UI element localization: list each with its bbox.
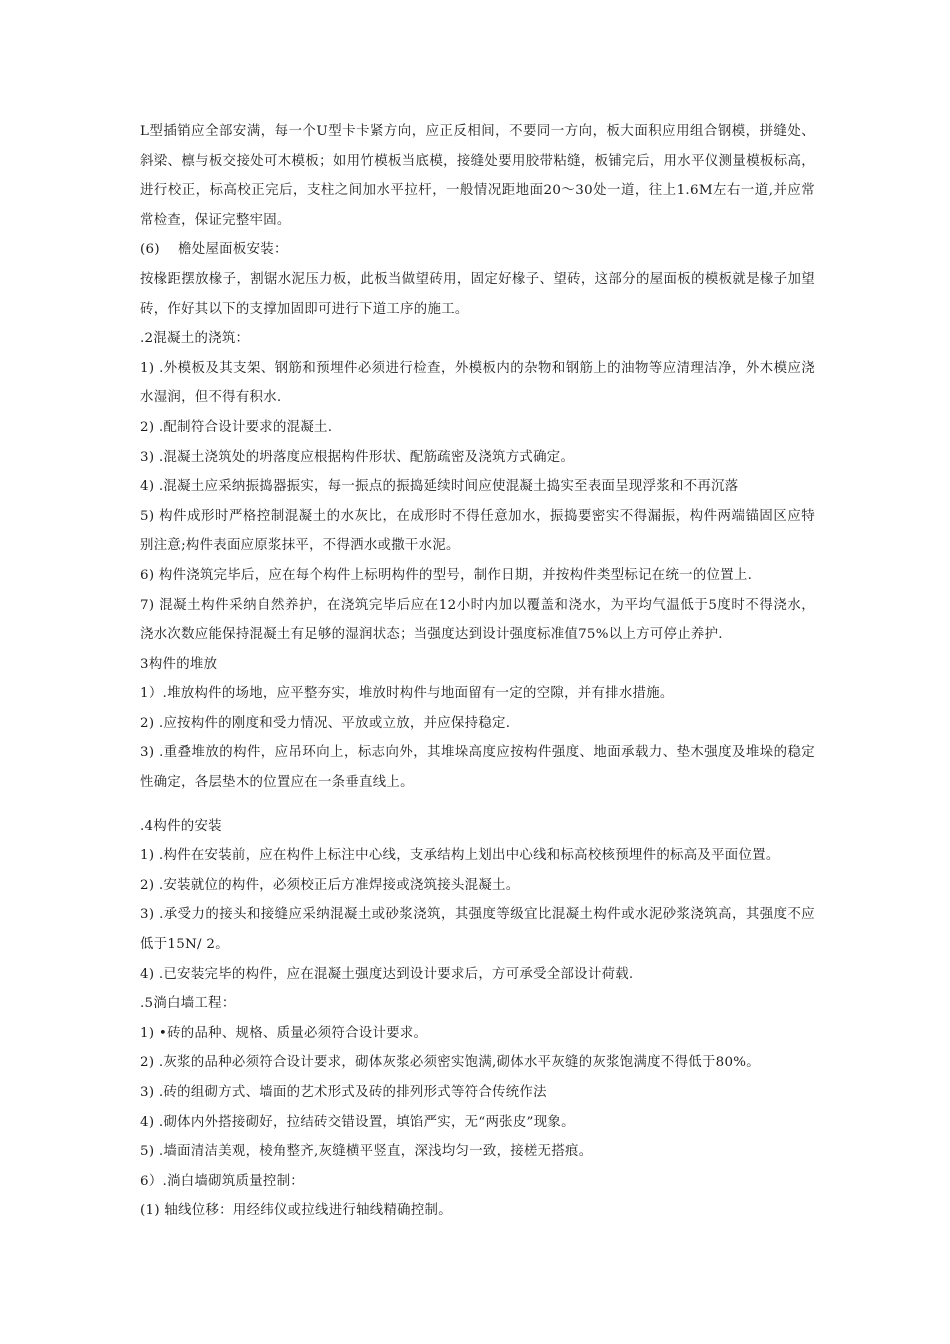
list-item: 1) •砖的品种、规格、质量必须符合设计要求。 [140,1025,428,1041]
heading-component-stacking: 3构件的堆放 [140,656,218,672]
list-item: 2) .安装就位的构件，必须校正后方准焊接或浇筑接头混凝土。 [140,877,520,893]
list-item: 3) .承受力的接头和接缝应采纳混凝土或砂浆浇筑，其强度等级宜比混凝土构件或水泥砂浆浇筑高，其强度不应低于15N/ 2。 [140,907,815,953]
list-item: 3) .砖的组砌方式、墙面的艺术形式及砖的排列形式等符合传统作法 [140,1085,547,1100]
list-item: 1) .外模板及其支架、钢筋和预埋件必须进行检查，外模板内的杂物和钢筋上的油物等应清理洁净，外木模应浇水湿润，但不得有积水. [140,360,815,406]
list-item: 2) .灰浆的品种必须符合设计要求，砌体灰浆必须密实饱满,砌体水平灰缝的灰浆饱满度不得低于80%。 [140,1055,760,1071]
list-item: 2) .应按构件的刚度和受力情况、平放或立放，并应保持稳定. [140,715,511,731]
list-item: 4) .砌体内外搭接砌好，拉结砖交错设置，填馅严实，无“两张皮”现象。 [140,1114,575,1130]
heading-plastered-wall: .5淌白墙工程： [140,996,236,1012]
heading-component-installation: .4构件的安装 [140,818,222,834]
list-item: (1) 轴线位移：用经纬仪或拉线进行轴线精确控制。 [140,1203,452,1219]
list-item: 6) 构件浇筑完毕后，应在每个构件上标明构件的型号，制作日期，并按构件类型标记在统一的位置上. [140,567,753,583]
list-item: 5) .墙面清洁美观，棱角整齐,灰缝横平竖直，深浅均匀一致，接槎无搭痕。 [140,1144,593,1160]
heading-eave-roof-slab: (6) 檐处屋面板安装： [140,242,288,258]
list-item: 1）.堆放构件的场地，应平整夯实，堆放时构件与地面留有一定的空隙，并有排水措施。 [140,686,674,702]
list-item: 1) .构件在安装前，应在构件上标注中心线，支承结构上划出中心线和标高校核预埋件的标高及平面位置。 [140,848,780,864]
paragraph-spacer [140,798,815,812]
list-item: 4) .混凝土应采纳振捣器振实，每一振点的振捣延续时间应使混凝土捣实至表面呈现浮浆和不再沉落 [140,479,739,495]
heading-concrete-pouring: .2混凝土的浇筑： [140,331,250,347]
paragraph-eave-roof-slab: 按椽距摆放椽子，割锯水泥压力板，此板当做望砖用，固定好椽子、望砖，这部分的屋面板的模板就是椽子加望砖，作好其以下的支撑加固即可进行下道工序的施工。 [140,271,815,317]
list-item: 4) .已安装完毕的构件，应在混凝土强度达到设计要求后，方可承受全部设计荷载. [140,966,634,982]
document-body [140,117,815,1226]
list-item: 6）.淌白墙砌筑质量控制： [140,1173,304,1189]
list-item: 2) .配制符合设计要求的混凝土. [140,419,333,435]
list-item: 3) .重叠堆放的构件，应吊环向上，标志向外，其堆垛高度应按构件强度、地面承载力、垫木强度及堆垛的稳定性确定，各层垫木的位置应在一条垂直线上。 [140,745,815,791]
list-item: 7) 混凝土构件采纳自然养护，在浇筑完毕后应在12小时内加以覆盖和浇水，为平均气温低于5度时不得浇水，浇水次数应能保持混凝土有足够的湿润状态；当强度达到设计强度标准值75%以上方可停止养护. [140,597,815,643]
list-item: 3) .混凝土浇筑处的坍落度应根据构件形状、配筋疏密及浇筑方式确定。 [140,449,575,465]
paragraph-formwork: L型插销应全部安满，每一个U型卡卡紧方向，应正反相间，不要同一方向，板大面积应用组合钢模，拼缝处、斜梁、檩与板交接处可木模板；如用竹模板当底模，接缝处要用胶带粘缝，板铺完后，用水平仪测量模板标高，进行校正，标高校正完后，支柱之间加水平拉杆，一般情况距地面20〜30处一道，往上1.6M左右一道,并应常常检查，保证完整牢固。 [140,124,815,228]
list-item: 5) 构件成形时严格控制混凝土的水灰比，在成形时不得任意加水，振捣要密实不得漏振，构件两端锚固区应特别注意;构件表面应原浆抹平，不得洒水或撒干水泥。 [140,508,815,554]
